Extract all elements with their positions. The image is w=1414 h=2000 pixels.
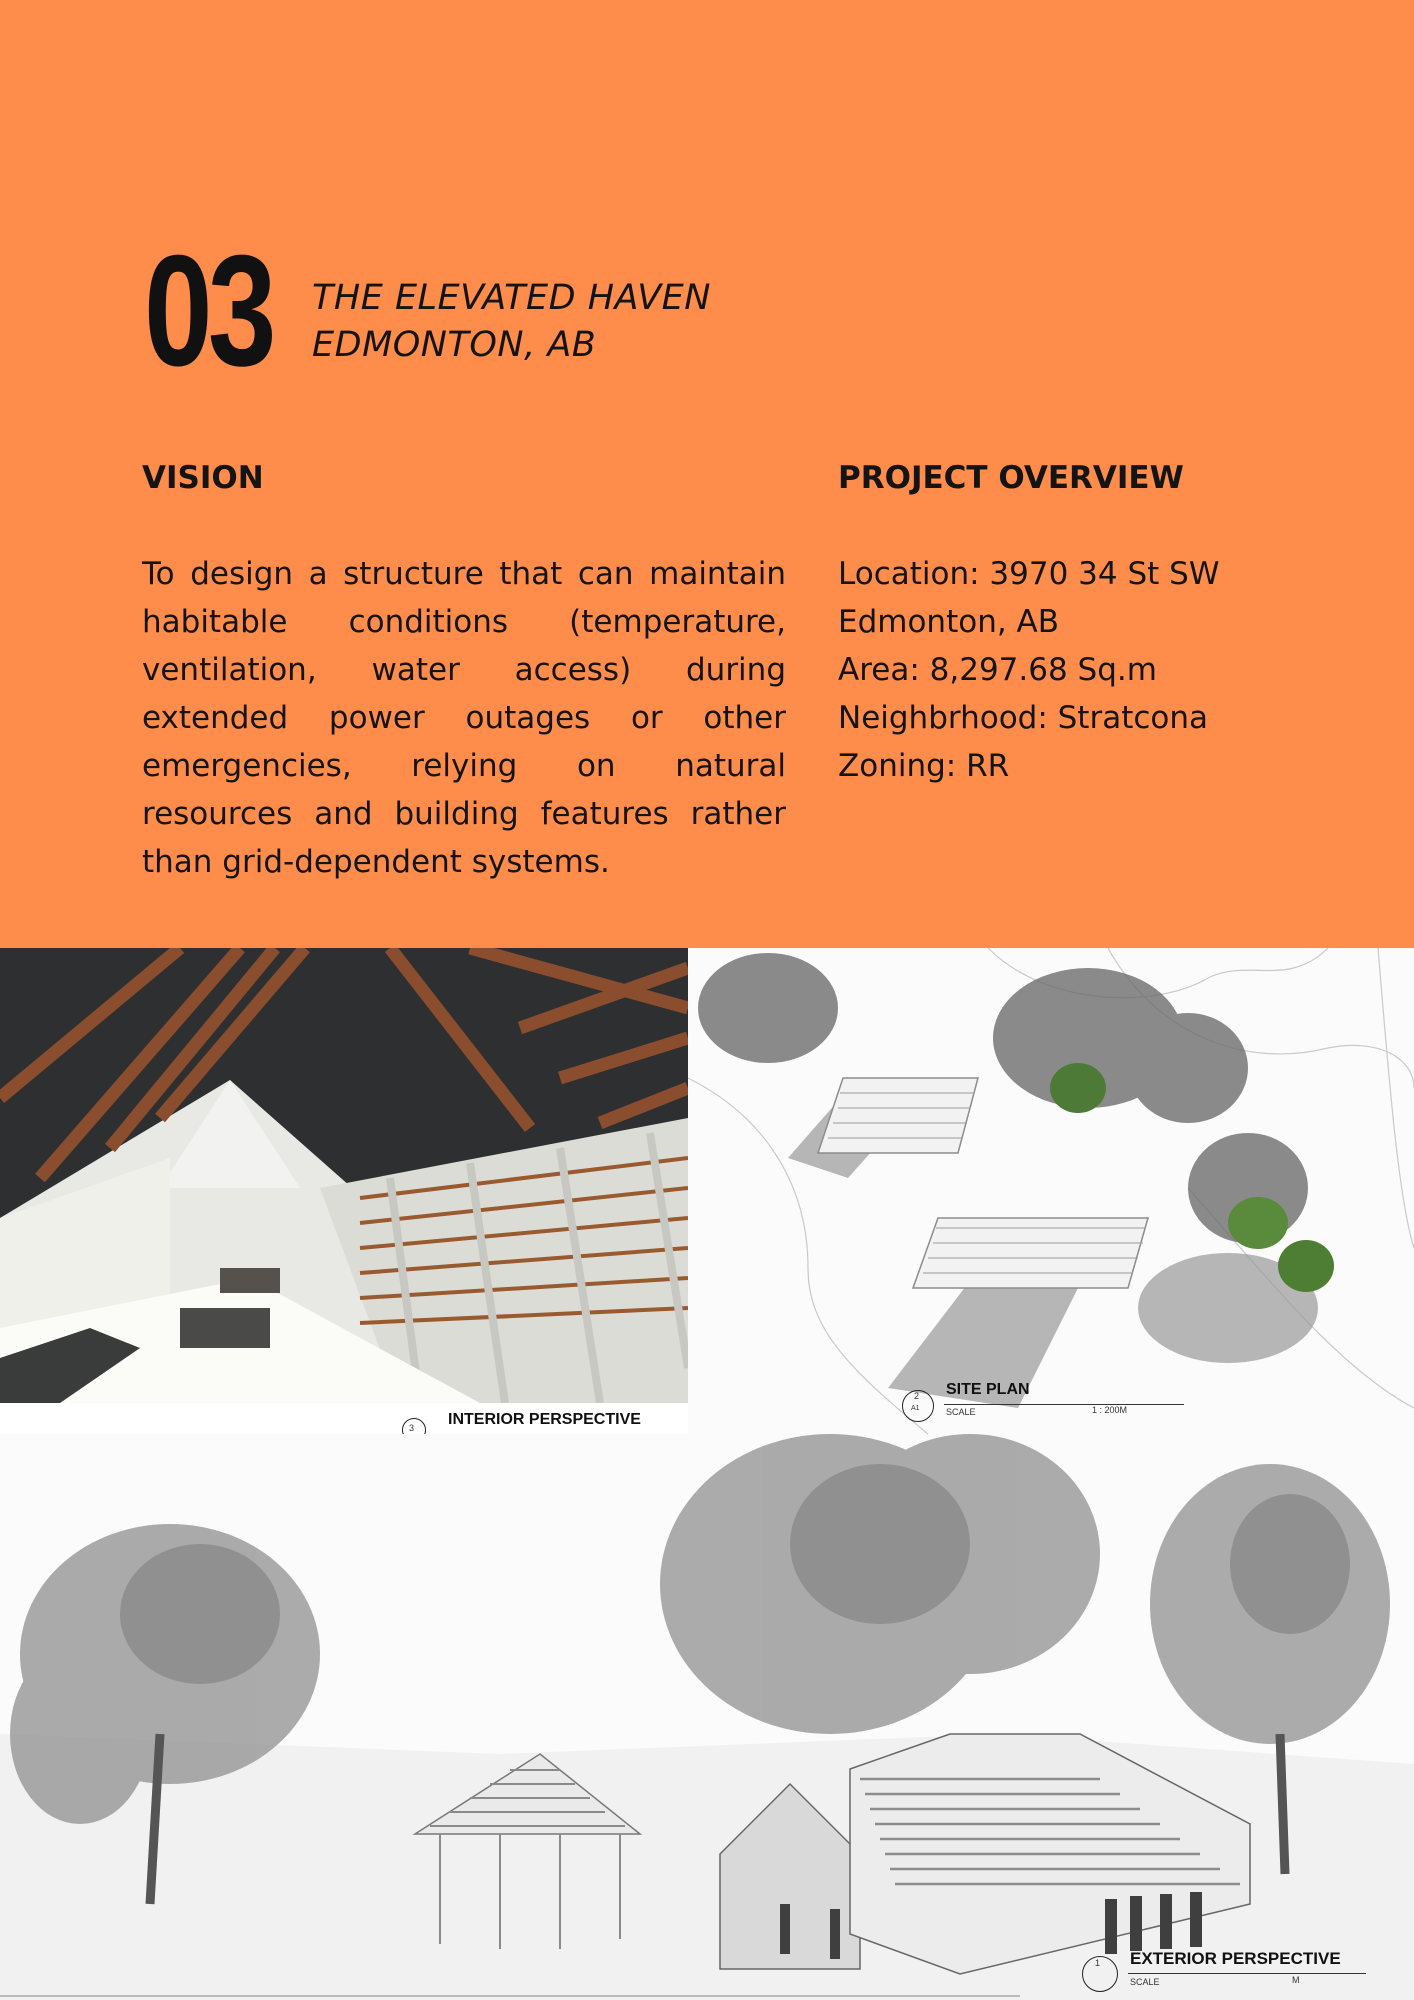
exterior-caption: EXTERIOR PERSPECTIVE [1130,1949,1341,1968]
overview-neighborhood: Neighbrhood: Stratcona [838,700,1209,736]
overview-city: Edmonton, AB [838,604,1060,640]
exterior-caption-rule [1128,1973,1366,1974]
site-plan-sheet: A1 [911,1405,920,1412]
exterior-scale-value: M [1292,1975,1300,1985]
exterior-callout-number: 1 [1095,1958,1101,1968]
vision-text: To design a structure that can maintain habitable conditions (temperature, ventilation, water access) during extended power outages or other emergencies, relying on natural resources and building features rather than grid-dependent systems. [142,556,786,880]
overview-location: Location: 3970 34 St SW [838,556,1220,592]
site-plan-drawing [688,948,1414,1434]
overview-heading: PROJECT OVERVIEW [838,460,1184,496]
project-title [312,275,711,369]
exterior-scale-label: SCALE [1130,1977,1160,1987]
project-title-line1: THE ELEVATED HAVEN [312,278,711,318]
site-plan-caption: SITE PLAN [946,1381,1030,1398]
site-plan-image [688,948,1414,1434]
overview-area: Area: 8,297.68 Sq.m [838,652,1157,688]
project-number: 03 [144,223,272,399]
interior-perspective-image [0,948,688,1403]
site-plan-caption-rule [944,1404,1184,1405]
project-title-line2: EDMONTON, AB [312,325,597,365]
interior-render [0,948,688,1403]
exterior-render [0,1434,1414,2000]
site-plan-scale-value: 1 : 200M [1092,1405,1128,1415]
interior-callout-number: 3 [409,1423,415,1433]
site-plan-callout-number: 2 [914,1391,920,1401]
exterior-perspective-image [0,1434,1414,2000]
overview-zoning: Zoning: RR [838,748,1010,784]
site-plan-scale-label: SCALE [946,1407,976,1417]
interior-caption: INTERIOR PERSPECTIVE [448,1411,641,1428]
overview-list [838,550,1219,790]
vision-heading: VISION [142,460,264,496]
